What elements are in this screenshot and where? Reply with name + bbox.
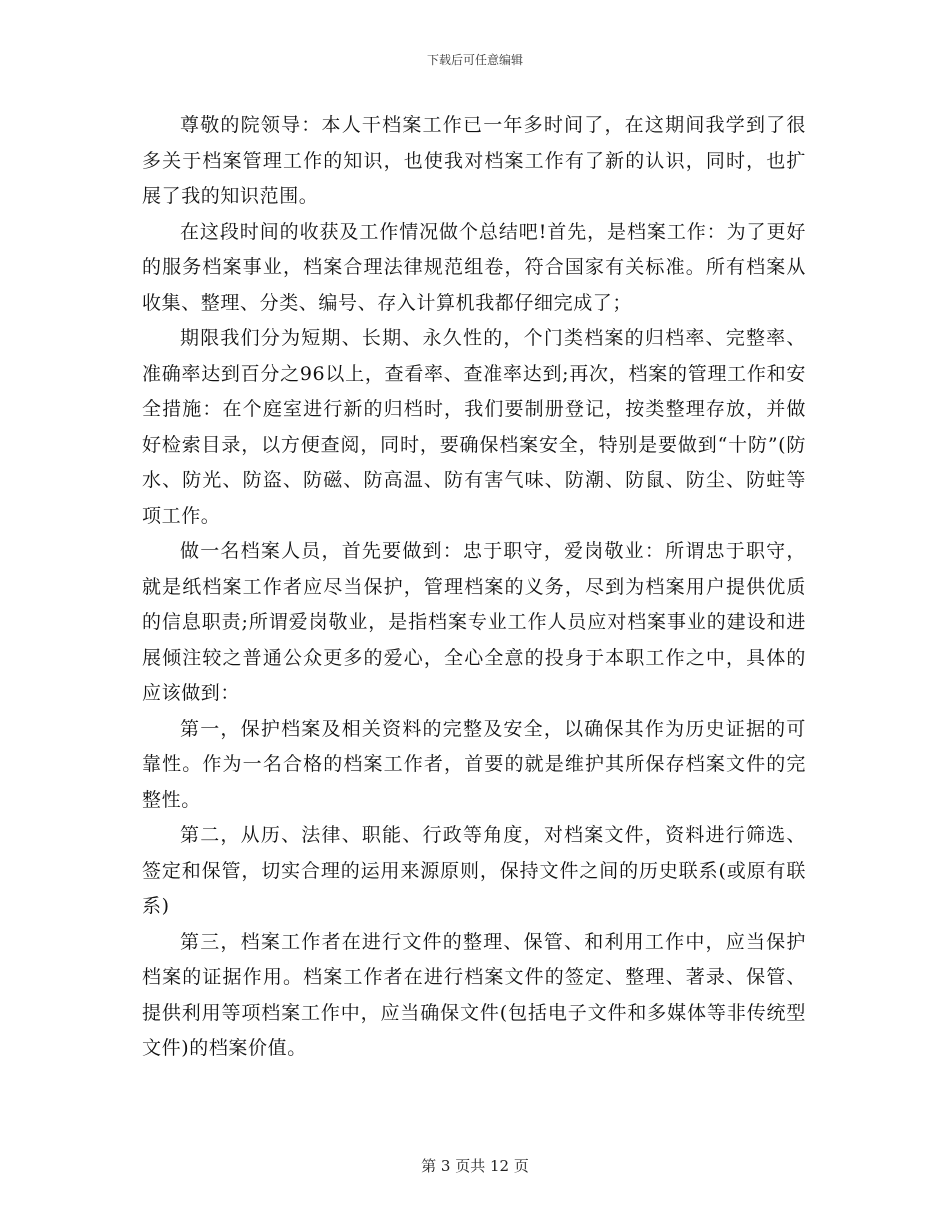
document-body (142, 108, 806, 1067)
paragraph-second-point: 第二，从历、法律、职能、行政等角度，对档案文件，资料进行筛选、签定和保管，切实合理的运用来源原则，保持文件之间的历史联系(或原有联系) (142, 824, 806, 917)
paragraph-salutation: 尊敬的院领导：本人干档案工作已一年多时间了，在这期间我学到了很多关于档案管理工作的知识，也使我对档案工作有了新的认识，同时，也扩展了我的知识范围。 (142, 114, 806, 207)
page-header: 下载后可任意编辑 (426, 53, 523, 67)
paragraph-third-point: 第三，档案工作者在进行文件的整理、保管、和利用工作中，应当保护档案的证据作用。档案工作者在进行档案文件的签定、整理、著录、保管、提供利用等项档案工作中，应当确保文件(包括电子文件和多媒体等非传统型文件)的档案价值。 (142, 930, 806, 1059)
paragraph-duty: 做一名档案人员，首先要做到：忠于职守，爱岗敬业：所谓忠于职守，就是纸档案工作者应尽当保护，管理档案的义务，尽到为档案用户提供优质的信息职责;所谓爱岗敬业，是指档案专业工作人员应对档案事业的建设和进展倾注较之普通公众更多的爱心，全心全意的投身于本职工作之中，具体的应该做到： (142, 540, 806, 704)
paragraph-summary-intro: 在这段时间的收获及工作情况做个总结吧!首先，是档案工作：为了更好的服务档案事业，档案合理法律规范组卷，符合国家有关标准。所有档案从收集、整理、分类、编号、存入计算机我都仔细完成了； (142, 220, 806, 314)
paragraph-first-point: 第一，保护档案及相关资料的完整及安全，以确保其作为历史证据的可靠性。作为一名合格的档案工作者，首要的就是维护其所保存档案文件的完整性。 (142, 717, 806, 811)
paragraph-management-safety: 期限我们分为短期、长期、永久性的，个门类档案的归档率、完整率、准确率达到百分之96以上，查看率、查准率达到;再次，档案的管理工作和安全措施：在个庭室进行新的归档时，我们要制册登记，按类整理存放，并做好检索目录，以方便查阅，同时，要确保档案安全，特别是要做到“十防”(防水、防光、防盗、防磁、防高温、防有害气味、防潮、防鼠、防尘、防蛀等项工作。 (142, 327, 806, 527)
page-number: 第 3 页共 12 页 (421, 1157, 529, 1175)
